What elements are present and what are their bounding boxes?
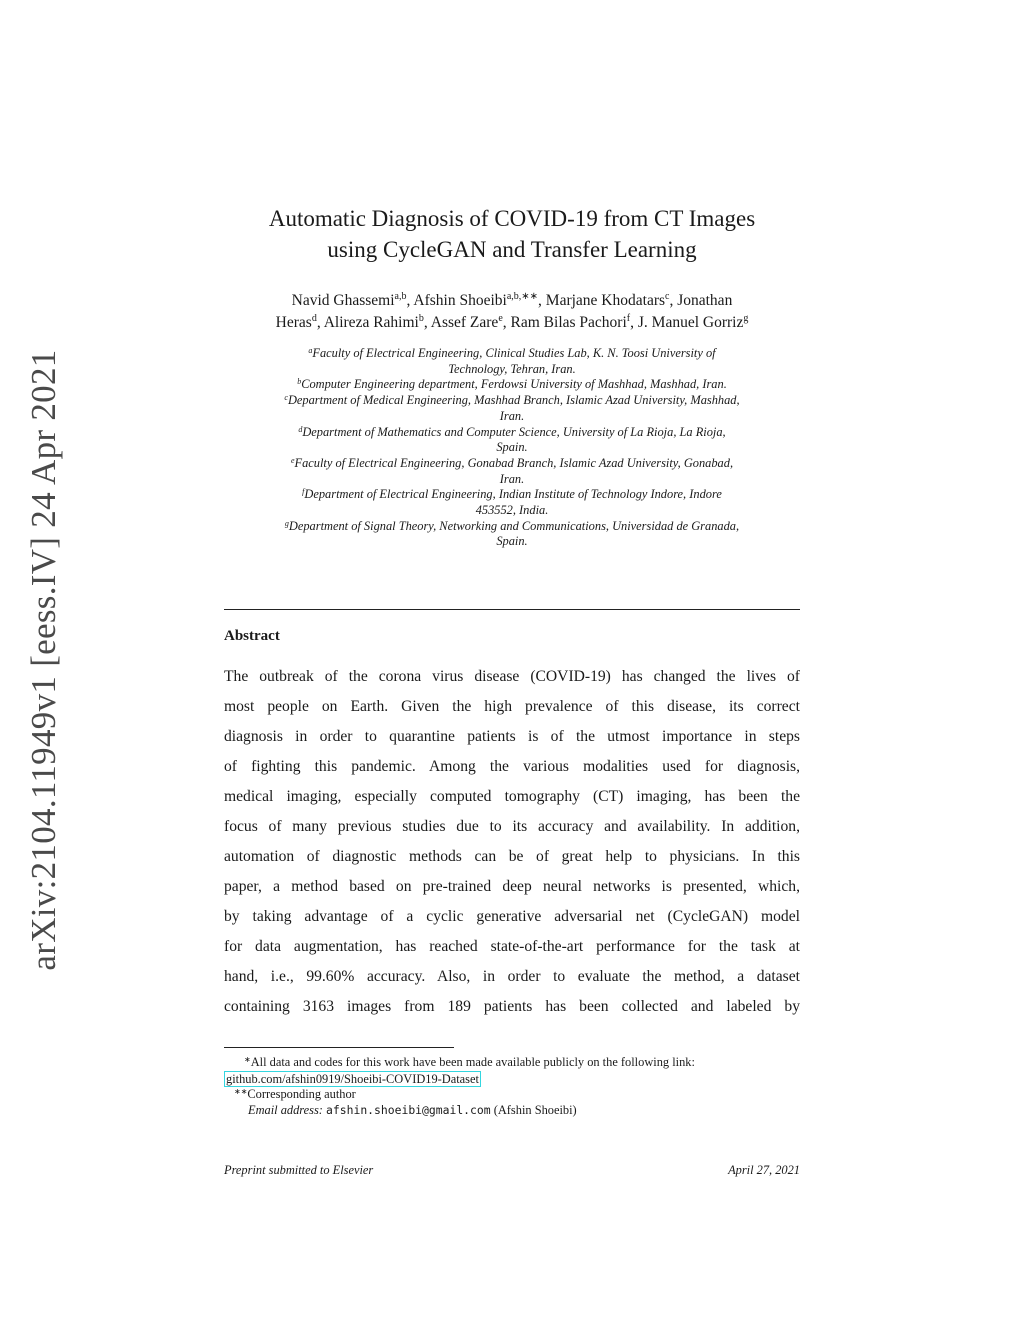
footnote-email: Email address: afshin.shoeibi@gmail.com (Afshin Shoeibi) — [248, 1102, 577, 1117]
footnote-corresponding: ∗∗Corresponding author — [234, 1087, 356, 1101]
abstract-line: most people on Earth. Given the high prevalence of this disease, its correct — [224, 698, 800, 715]
affiliation-list — [218, 346, 806, 550]
abstract-line: of fighting this pandemic. Among the various modalities used for diagnosis, — [224, 758, 800, 775]
email-address[interactable]: afshin.shoeibi@gmail.com — [326, 1102, 491, 1117]
abstract-line: for data augmentation, has reached state-of-the-art performance for the task at — [224, 938, 800, 955]
abstract-heading: Abstract — [224, 628, 280, 644]
author-line-1: Navid Ghassemi$^{a,b}$, Afshin Shoeibi$^{a,b,∗∗}$, Marjane Khodatars$^c$, Jonathan — [291, 291, 733, 309]
author-affil-mark: a,b — [394, 291, 407, 302]
footnote-data-availability: ∗All data and codes for this work have been made available publicly on the following link: — [244, 1055, 695, 1069]
author-affil-mark: g — [743, 313, 749, 324]
abstract-line: diagnosis in order to quarantine patients is of the utmost importance in steps — [224, 728, 800, 745]
preprint-note: Preprint submitted to Elsevier — [224, 1163, 374, 1177]
author-name: Assef Zare — [430, 314, 499, 331]
footnote-rule — [224, 1047, 454, 1048]
author-affil-mark: c — [665, 291, 670, 302]
author-name: Afshin Shoeibi — [413, 292, 507, 309]
arxiv-identifier[interactable]: arXiv:2104.11949v1 [eess.IV] 24 Apr 2021 — [24, 349, 63, 971]
author-name: Navid Ghassemi — [291, 292, 395, 309]
author-affil-mark: f — [626, 313, 631, 324]
affiliation-f: $^f$Department of Electrical Engineering, Indian Institute of Technology Indore, Indore 453552, India. — [302, 487, 722, 518]
abstract-line: hand, i.e., 99.60% accuracy. Also, in order to evaluate the method, a dataset — [224, 968, 800, 985]
author-name-part: Jonathan — [677, 292, 733, 309]
author-name: Alireza Rahimi — [323, 314, 419, 331]
author-name: Marjane Khodatars — [545, 292, 666, 309]
title-line-2: using CycleGAN and Transfer Learning — [327, 237, 697, 262]
author-list — [218, 290, 806, 334]
abstract-line: automation of diagnostic methods can be of great help to physicians. In this — [224, 848, 800, 865]
author-affil-mark: d — [311, 313, 317, 324]
author-affil-mark: a,b,∗∗ — [506, 291, 539, 302]
affiliation-g: $^g$Department of Signal Theory, Networking and Communications, Universidad de Granada, Spain. — [284, 518, 740, 549]
paper-title — [224, 203, 800, 265]
abstract-body — [224, 662, 800, 1022]
author-name-part: Heras — [275, 314, 312, 331]
footnotes — [224, 1055, 800, 1118]
affiliation-d: $^d$Department of Mathematics and Computer Science, University of La Rioja, La Rioja, Spain. — [298, 424, 726, 455]
title-line-1: Automatic Diagnosis of COVID-19 from CT Images — [268, 206, 756, 231]
author-name: Ram Bilas Pachori — [510, 314, 627, 331]
abstract-line: paper, a method based on pre-trained deep neural networks is presented, which, — [224, 878, 800, 895]
abstract-top-rule — [224, 609, 800, 610]
abstract-line: containing 3163 images from 189 patients has been collected and labeled by — [224, 998, 800, 1015]
abstract-line: focus of many previous studies due to its accuracy and availability. In addition, — [224, 818, 800, 835]
preprint-date: April 27, 2021 — [728, 1163, 800, 1177]
footnote-link-line — [224, 1071, 800, 1088]
author-affil-mark: b — [418, 313, 424, 324]
author-affil-mark: e — [498, 313, 503, 324]
author-line-2: Heras$^d$, Alireza Rahimi$^b$, Assef Zare$^e$, Ram Bilas Pachori$^f$, J. Manuel Gorriz$^g$ — [275, 313, 749, 331]
affiliation-e: $^e$Faculty of Electrical Engineering, Gonabad Branch, Islamic Azad University, Gonabad, Iran. — [290, 455, 734, 486]
abstract-line: by taking advantage of a cyclic generative adversarial net (CycleGAN) model — [224, 908, 800, 925]
author-name: J. Manuel Gorriz — [637, 314, 744, 331]
abstract-line: medical imaging, especially computed tomography (CT) imaging, has been the — [224, 788, 800, 805]
dataset-link[interactable]: github.com/afshin0919/Shoeibi-COVID19-Dataset — [226, 1071, 479, 1086]
affiliation-a: $^a$Faculty of Electrical Engineering, Clinical Studies Lab, K. N. Toosi University of Technology, Tehran, Iran. — [308, 346, 716, 376]
affiliation-b: $^b$Computer Engineering department, Ferdowsi University of Mashhad, Mashhad, Iran. — [297, 377, 727, 392]
abstract-line: The outbreak of the corona virus disease (COVID-19) has changed the lives of — [224, 668, 800, 685]
affiliation-c: $^c$Department of Medical Engineering, Mashhad Branch, Islamic Azad University, Mashhad, Iran. — [284, 393, 740, 423]
